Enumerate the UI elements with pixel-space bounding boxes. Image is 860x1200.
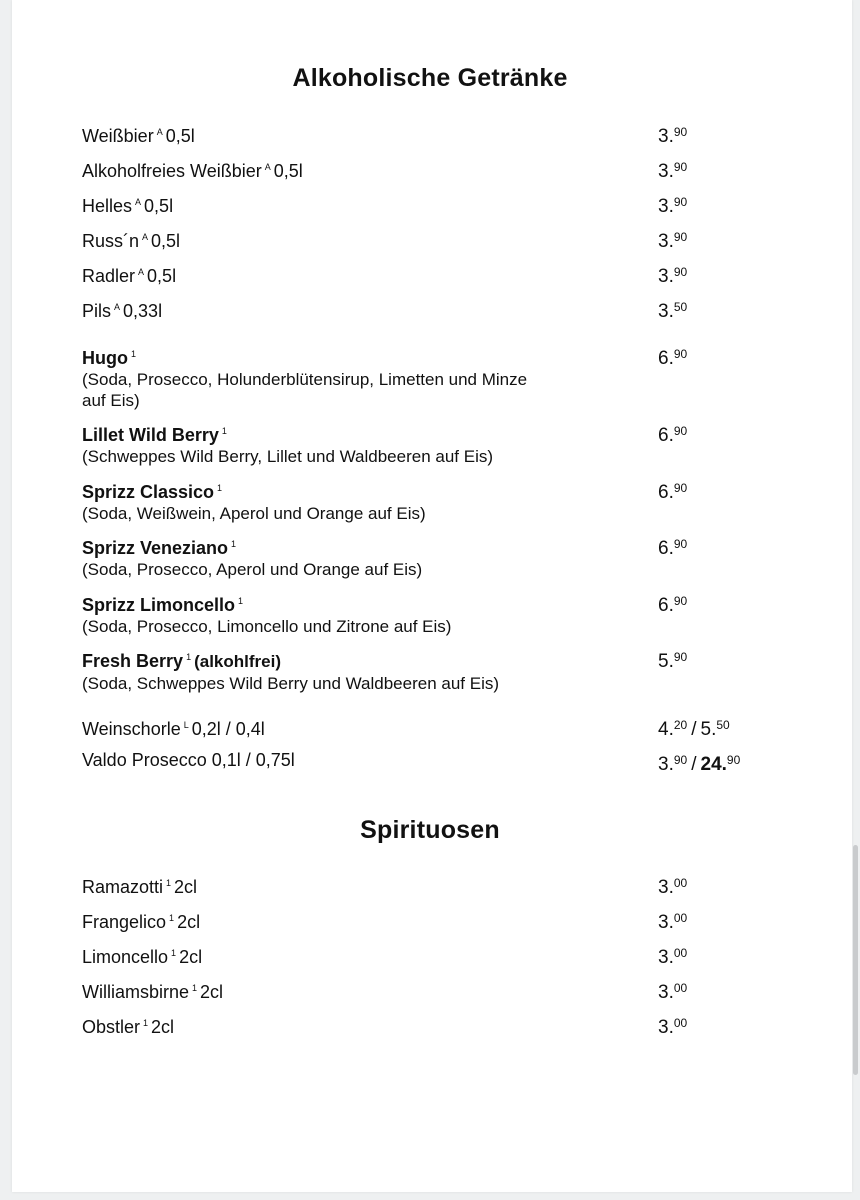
item-description: (Soda, Prosecco, Aperol und Orange auf Eis) bbox=[82, 560, 423, 579]
item-name: Alkoholfreies Weißbier bbox=[82, 161, 262, 181]
item-size: 2cl bbox=[177, 912, 201, 932]
item-name: Frangelico bbox=[82, 912, 167, 932]
item-price: 3.90 / 24.90 bbox=[658, 753, 741, 775]
scrollbar[interactable] bbox=[853, 845, 858, 1075]
item-price: 3.00 bbox=[658, 946, 688, 968]
allergen-mark: A bbox=[142, 232, 149, 242]
item-description: (Soda, Schweppes Wild Berry und Waldbeeren auf Eis) bbox=[82, 674, 500, 693]
allergen-mark: A bbox=[114, 302, 121, 312]
item-description: (Soda, Prosecco, Limoncello und Zitrone auf Eis) bbox=[82, 617, 452, 636]
menu-item-wine bbox=[82, 749, 782, 775]
allergen-mark: 1 bbox=[130, 349, 136, 359]
allergen-mark: 1 bbox=[166, 878, 172, 888]
item-price: 3.00 bbox=[658, 876, 688, 898]
allergen-mark: A bbox=[138, 267, 145, 277]
item-description: (Soda, Prosecco, Holunderblütensirup, Limetten und Minze auf Eis) bbox=[82, 370, 528, 410]
menu-item-beer bbox=[82, 121, 782, 147]
item-price: 3.50 bbox=[658, 300, 688, 322]
menu-item-beer bbox=[82, 226, 782, 252]
item-size: 0,1l / 0,75l bbox=[211, 750, 295, 770]
menu-item-cocktail bbox=[82, 533, 782, 580]
item-price: 6.90 bbox=[658, 347, 688, 369]
allergen-mark: 1 bbox=[171, 948, 177, 958]
menu-item-beer bbox=[82, 156, 782, 182]
menu-item-cocktail bbox=[82, 646, 782, 694]
item-price: 3.90 bbox=[658, 160, 688, 182]
item-note: (alkohlfrei) bbox=[194, 652, 281, 671]
item-name: Limoncello bbox=[82, 947, 169, 967]
menu-item-spirit bbox=[82, 1012, 782, 1038]
item-name: Fresh Berry bbox=[82, 651, 184, 671]
section-title-alcohol: Alkoholische Getränke bbox=[292, 64, 568, 92]
item-name: Ramazotti bbox=[82, 877, 164, 897]
item-name: Radler bbox=[82, 266, 136, 286]
item-description: (Soda, Weißwein, Aperol und Orange auf Eis) bbox=[82, 504, 426, 523]
item-price: 5.90 bbox=[658, 650, 688, 672]
allergen-mark: L bbox=[183, 720, 189, 730]
item-name: Russ´n bbox=[82, 231, 140, 251]
menu-item-cocktail bbox=[82, 477, 782, 524]
menu-item-wine bbox=[82, 714, 782, 740]
item-description: (Schweppes Wild Berry, Lillet und Waldbeeren auf Eis) bbox=[82, 447, 494, 466]
item-name: Williamsbirne bbox=[82, 982, 190, 1002]
item-price: 6.90 bbox=[658, 481, 688, 503]
item-size: 2cl bbox=[200, 982, 224, 1002]
allergen-mark: 1 bbox=[231, 539, 237, 549]
item-name: Sprizz Limoncello bbox=[82, 595, 236, 615]
allergen-mark: A bbox=[135, 197, 142, 207]
item-size: 0,5l bbox=[151, 231, 181, 251]
item-name: Sprizz Veneziano bbox=[82, 538, 229, 558]
menu-item-spirit bbox=[82, 907, 782, 933]
menu-item-beer bbox=[82, 296, 782, 322]
menu-item-cocktail bbox=[82, 420, 782, 467]
item-name: Lillet Wild Berry bbox=[82, 425, 219, 445]
allergen-mark: A bbox=[264, 162, 271, 172]
item-name: Hugo bbox=[82, 348, 128, 368]
item-price: 4.20 / 5.50 bbox=[658, 718, 730, 740]
allergen-mark: 1 bbox=[221, 426, 227, 436]
allergen-mark: 1 bbox=[186, 652, 192, 662]
item-price: 3.90 bbox=[658, 125, 688, 147]
item-name: Helles bbox=[82, 196, 133, 216]
item-name: Obstler bbox=[82, 1017, 141, 1037]
menu-item-spirit bbox=[82, 872, 782, 898]
menu-item-beer bbox=[82, 191, 782, 217]
item-name: Weißbier bbox=[82, 126, 154, 146]
item-size: 0,5l bbox=[144, 196, 174, 216]
item-price: 3.00 bbox=[658, 911, 688, 933]
item-name: Valdo Prosecco bbox=[82, 750, 207, 770]
section-title-spirits: Spirituosen bbox=[360, 816, 500, 844]
item-size: 2cl bbox=[174, 877, 198, 897]
item-size: 0,5l bbox=[273, 161, 303, 181]
allergen-mark: 1 bbox=[217, 483, 223, 493]
item-size: 0,2l / 0,4l bbox=[191, 719, 265, 739]
item-name: Pils bbox=[82, 301, 112, 321]
item-size: 0,5l bbox=[147, 266, 177, 286]
item-price: 6.90 bbox=[658, 537, 688, 559]
item-price: 6.90 bbox=[658, 594, 688, 616]
item-price: 3.00 bbox=[658, 1016, 688, 1038]
item-name: Sprizz Classico bbox=[82, 482, 215, 502]
allergen-mark: 1 bbox=[192, 983, 198, 993]
menu-item-cocktail bbox=[82, 343, 782, 411]
item-price: 3.90 bbox=[658, 265, 688, 287]
allergen-mark: A bbox=[156, 127, 163, 137]
menu-item-spirit bbox=[82, 977, 782, 1003]
item-size: 2cl bbox=[151, 1017, 175, 1037]
allergen-mark: 1 bbox=[169, 913, 175, 923]
item-size: 0,33l bbox=[123, 301, 163, 321]
menu-item-spirit bbox=[82, 942, 782, 968]
item-price: 6.90 bbox=[658, 424, 688, 446]
allergen-mark: 1 bbox=[238, 596, 244, 606]
menu-item-beer bbox=[82, 261, 782, 287]
item-price: 3.90 bbox=[658, 230, 688, 252]
item-size: 0,5l bbox=[165, 126, 195, 146]
item-price: 3.00 bbox=[658, 981, 688, 1003]
item-price: 3.90 bbox=[658, 195, 688, 217]
item-name: Weinschorle bbox=[82, 719, 181, 739]
allergen-mark: 1 bbox=[143, 1018, 149, 1028]
menu-item-cocktail bbox=[82, 590, 782, 637]
item-size: 2cl bbox=[179, 947, 203, 967]
